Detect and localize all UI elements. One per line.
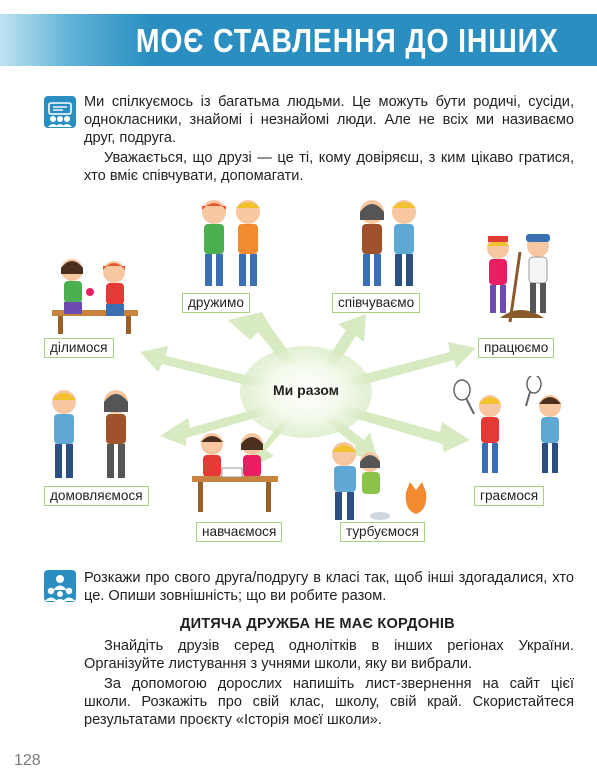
- children-sympathy-illustration: [350, 196, 430, 290]
- label-sympathizing: співчуваємо: [332, 293, 420, 313]
- intro-paragraph-1: Ми спілкуємось із багатьма людьми. Це можуть бути родичі, сусіди, однокласники, знайомі і незнайомі люди. Але не всіх ми називаємо друг, подруга.: [84, 94, 574, 146]
- children-friends-illustration: [190, 196, 276, 290]
- page-title: МОЄ СТАВЛЕННЯ ДО ІНШИХ: [136, 22, 559, 59]
- label-agreeing: домовляємося: [44, 486, 149, 506]
- children-studying-illustration: [192, 430, 278, 514]
- label-caring: турбуємося: [340, 522, 425, 542]
- task-text: Розкажи про свого друга/подругу в класі так, щоб інші здогадалися, хто це. Опиши зовнішність; що ви робите разом.: [84, 570, 574, 604]
- children-working-illustration: [470, 232, 570, 328]
- label-working: працюємо: [478, 338, 554, 358]
- children-playing-illustration: [452, 376, 578, 480]
- children-sharing-illustration: [52, 252, 138, 336]
- label-playing: граємося: [474, 486, 544, 506]
- label-sharing: ділимося: [44, 338, 114, 358]
- section-paragraph-2: За допомогою дорослих напишіть лист-звернення на сайт цієї школи. Розкажіть про свій клас, школу, свій край. Скористайтеся результатами проєкту «Історія моєї школи».: [84, 676, 574, 728]
- section-heading: ДИТЯЧА ДРУЖБА НЕ МАЄ КОРДОНІВ: [180, 616, 455, 632]
- children-agreeing-illustration: [44, 386, 140, 482]
- intro-paragraph-2: Уважається, що друзі — це ті, кому довіряєш, з ким цікаво гратися, хто вміє співчувати, допомагати.: [84, 150, 574, 184]
- label-studying: навчаємося: [196, 522, 282, 542]
- diagram-center-label: Ми разом: [272, 382, 339, 398]
- children-caring-illustration: [322, 438, 434, 524]
- section-paragraph-1: Знайдіть друзів серед однолітків в інших регіонах України. Організуйте листування з учнями школи, яку ви вибрали.: [84, 638, 574, 672]
- group-talk-icon: [44, 570, 76, 602]
- page-number: 128: [14, 752, 41, 769]
- label-being-friends: дружимо: [182, 293, 250, 313]
